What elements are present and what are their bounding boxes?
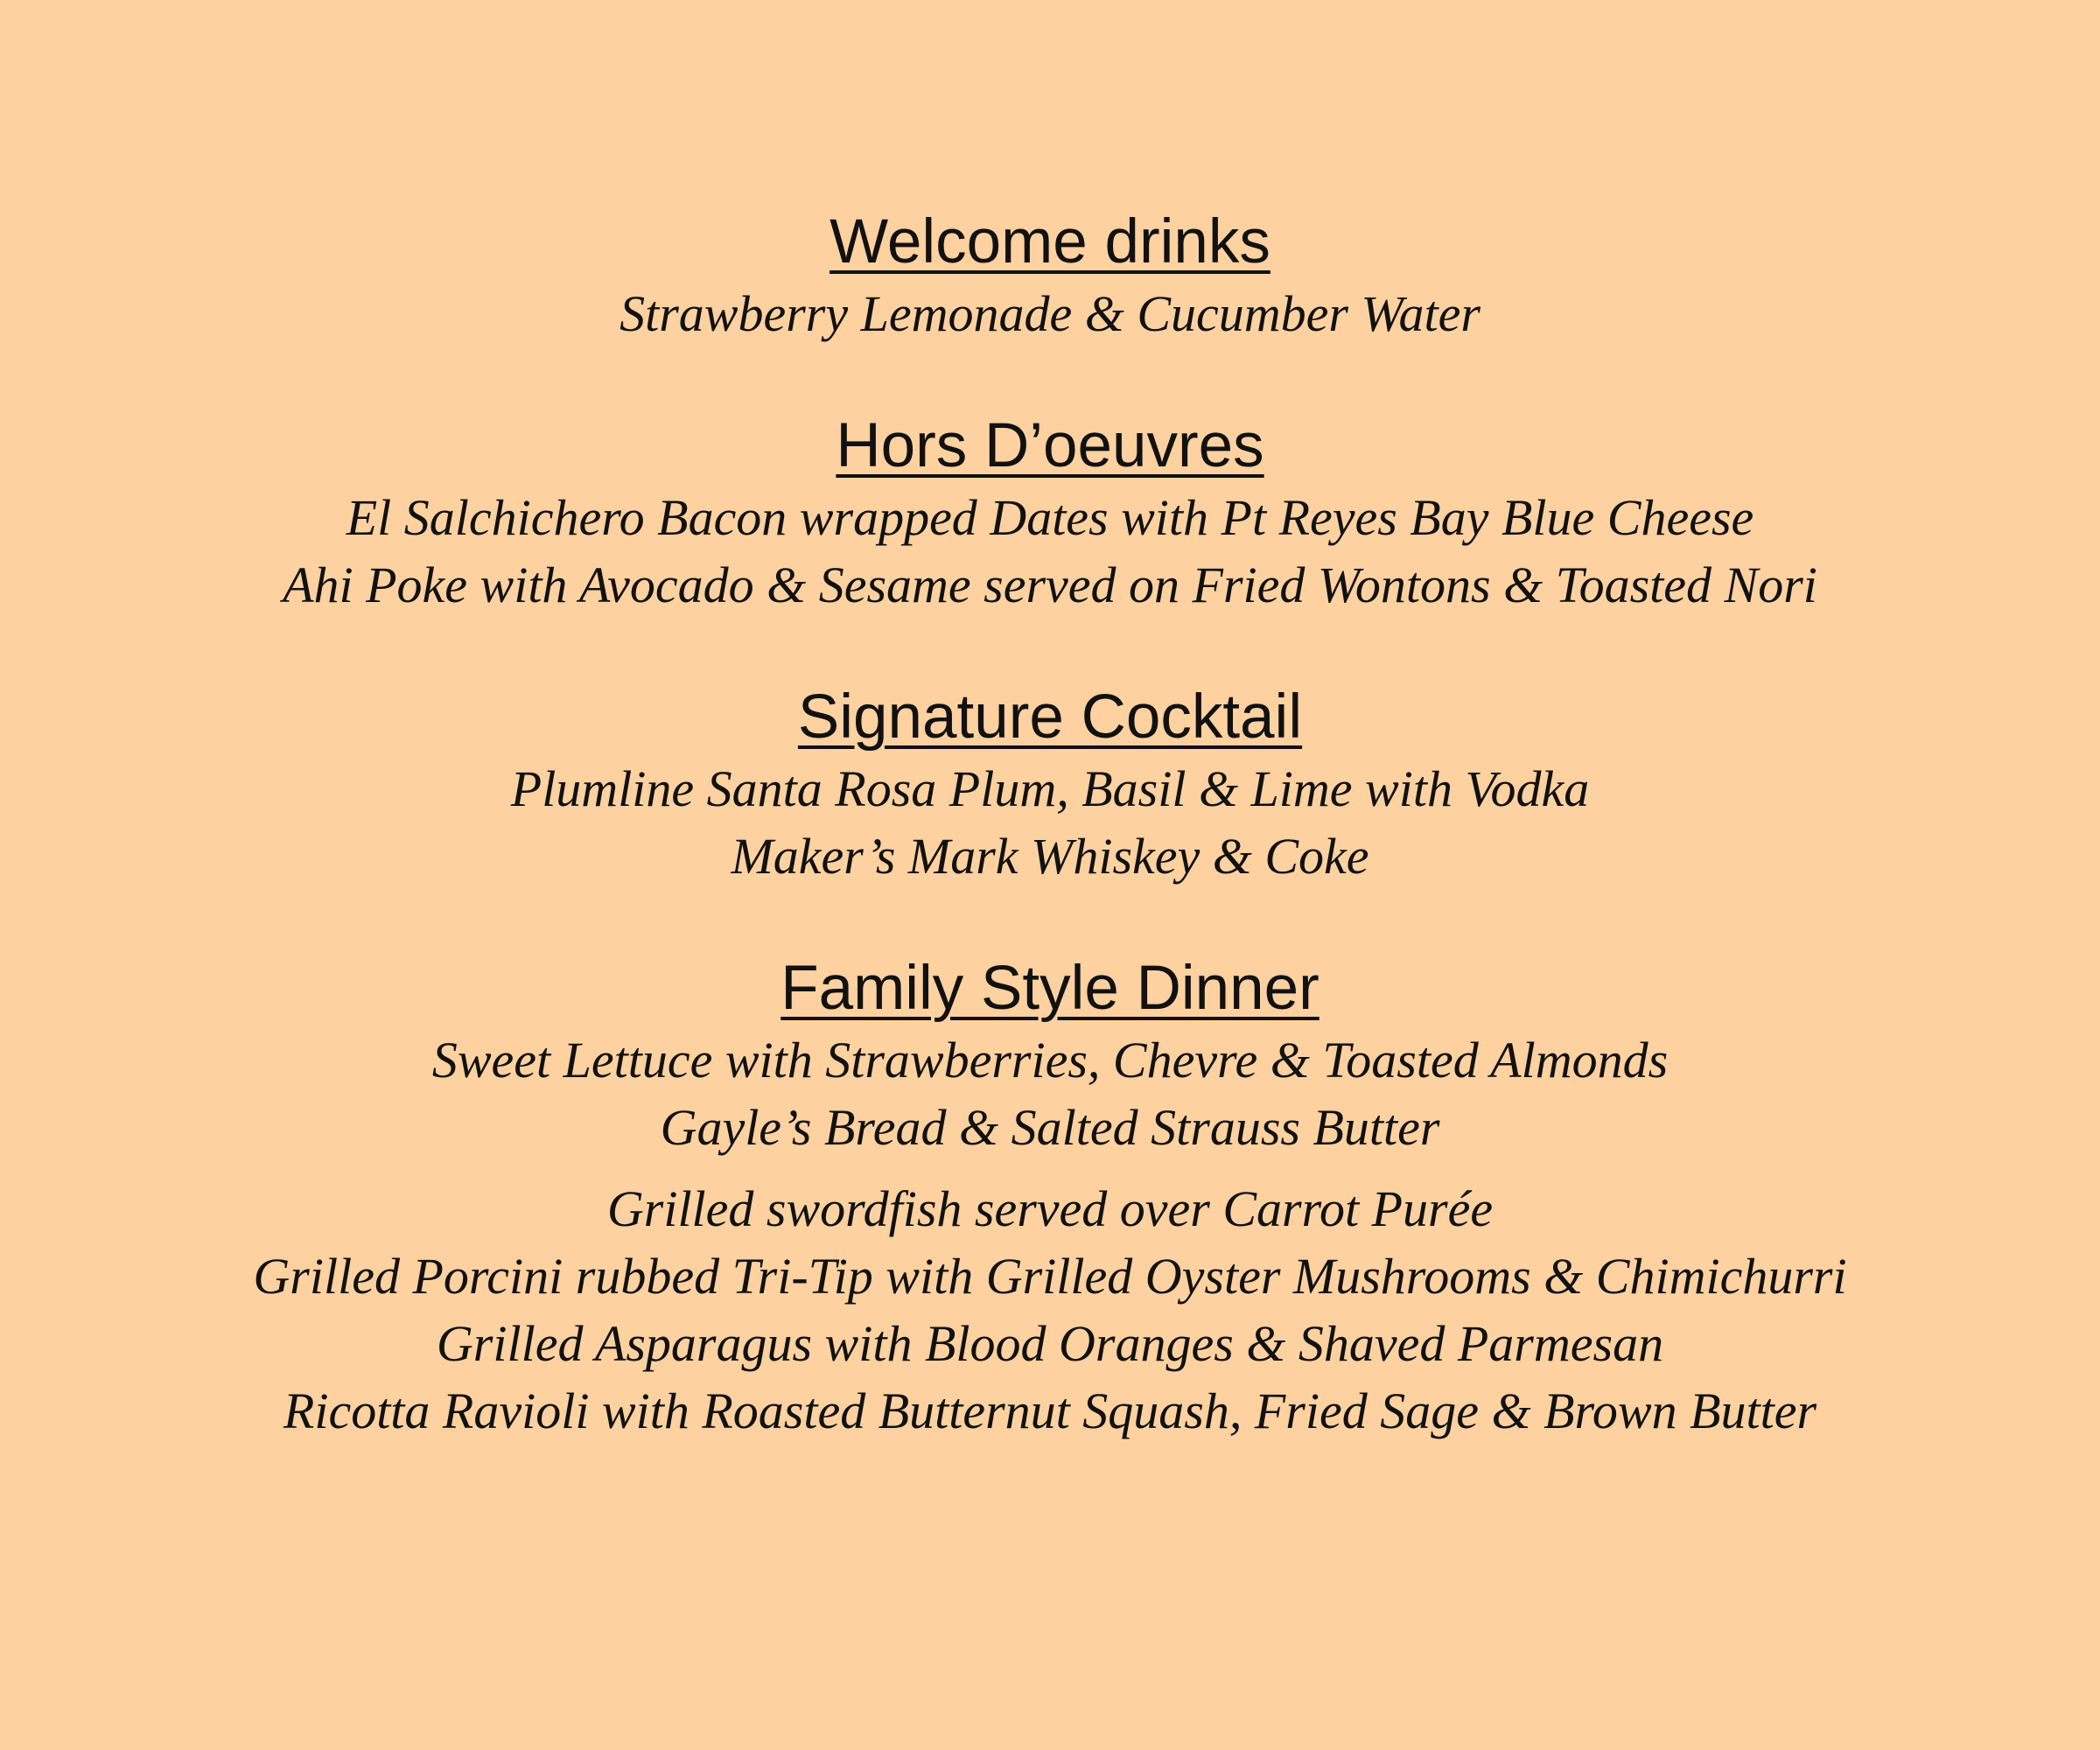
menu-item: Gayle’s Bread & Salted Strauss Butter	[660, 1099, 1440, 1156]
section-heading: Hors D’oeuvres	[836, 411, 1264, 480]
menu-item: El Salchichero Bacon wrapped Dates with Pt Reyes Bay Blue Cheese	[346, 489, 1754, 546]
menu-item: Grilled swordfish served over Carrot Purée	[606, 1180, 1494, 1237]
menu	[0, 205, 2100, 1445]
menu-item-list	[0, 484, 2100, 619]
menu-item-list	[0, 755, 2100, 890]
menu-item: Ahi Poke with Avocado & Sesame served on Fried Wontons & Toasted Nori	[283, 556, 1817, 613]
section-heading: Welcome drinks	[830, 207, 1270, 276]
menu-item-list	[0, 1026, 2100, 1445]
menu-item: Grilled Asparagus with Blood Oranges & Shaved Parmesan	[436, 1315, 1664, 1372]
section-hors-doeuvres	[0, 409, 2100, 619]
section-welcome-drinks	[0, 205, 2100, 347]
menu-item-list	[0, 280, 2100, 347]
section-heading: Family Style Dinner	[780, 954, 1320, 1023]
menu-item: Strawberry Lemonade & Cucumber Water	[620, 285, 1480, 342]
menu-item: Grilled Porcini rubbed Tri-Tip with Grilled Oyster Mushrooms & Chimichurri	[253, 1248, 1847, 1305]
menu-item: Sweet Lettuce with Strawberries, Chevre & Toasted Almonds	[431, 1032, 1669, 1088]
menu-item: Plumline Santa Rosa Plum, Basil & Lime with Vodka	[510, 760, 1590, 817]
section-signature-cocktail	[0, 680, 2100, 890]
section-family-style-dinner	[0, 951, 2100, 1445]
menu-item: Maker’s Mark Whiskey & Coke	[731, 828, 1369, 885]
menu-item: Ricotta Ravioli with Roasted Butternut Squash, Fried Sage & Brown Butter	[283, 1382, 1817, 1439]
section-heading: Signature Cocktail	[797, 682, 1303, 752]
